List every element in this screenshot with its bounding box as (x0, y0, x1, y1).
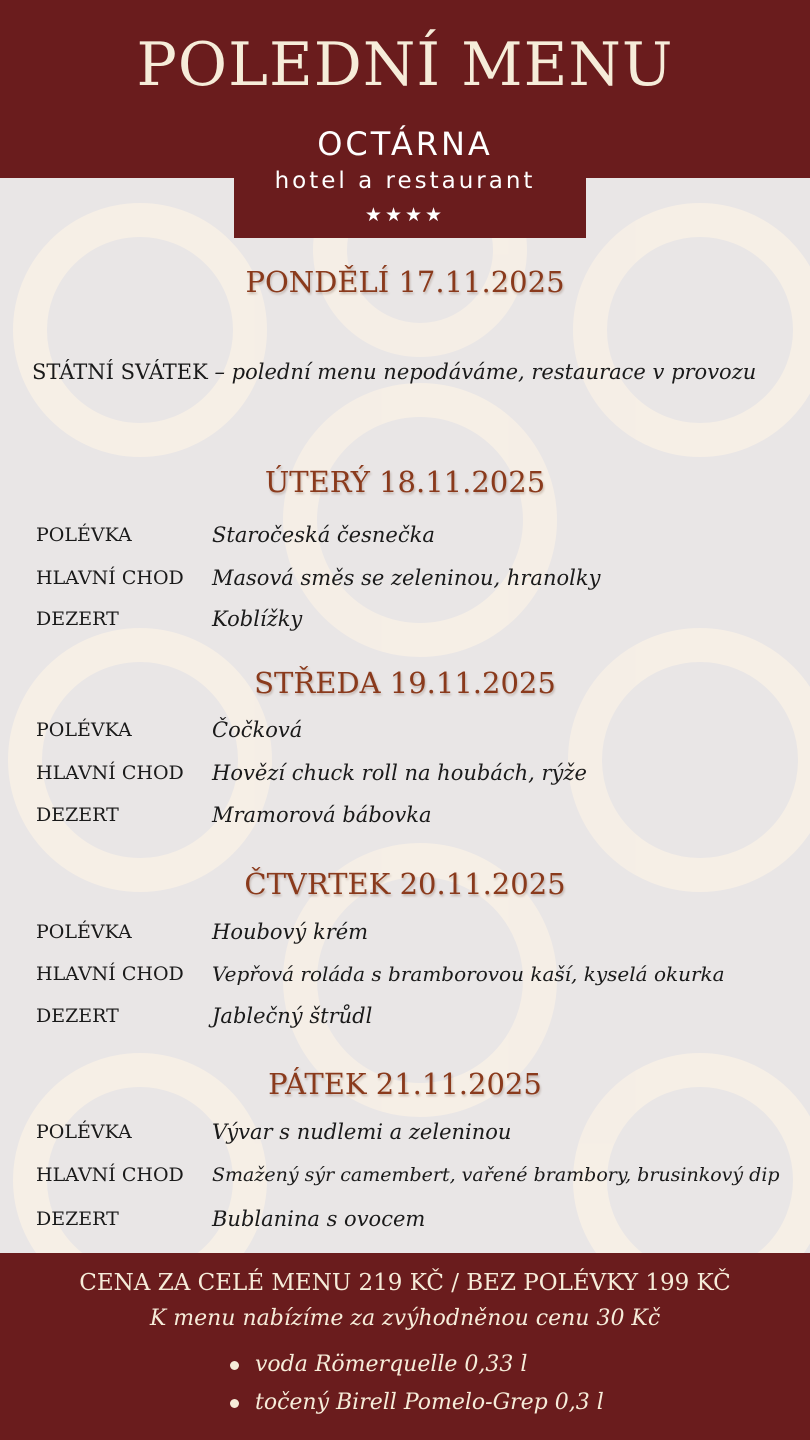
dish-name: Vepřová roláda s bramborovou kaší, kyselá okurka (212, 962, 725, 986)
day-heading-friday: PÁTEK 21.11.2025 (268, 1067, 542, 1101)
course-label: DEZERT (36, 1005, 119, 1027)
dish-name: Jablečný štrůdl (212, 1004, 373, 1028)
page-title: POLEDNÍ MENU (136, 30, 674, 100)
dish-name: Hovězí chuck roll na houbách, rýže (212, 761, 587, 785)
course-label: POLÉVKA (36, 524, 132, 546)
dish-name: Smažený sýr camembert, vařené brambory, brusinkový dip (212, 1164, 780, 1186)
menu-price: CENA ZA CELÉ MENU 219 KČ / BEZ POLÉVKY 199 KČ (79, 1270, 731, 1296)
bullet-icon (230, 1399, 239, 1408)
drink-label: voda Römerquelle 0,33 l (255, 1352, 528, 1377)
drink-item (230, 1387, 604, 1419)
course-label: POLÉVKA (36, 719, 132, 741)
course-label: HLAVNÍ CHOD (36, 567, 184, 589)
bullet-icon (230, 1361, 239, 1370)
holiday-note (32, 358, 756, 386)
course-label: DEZERT (36, 804, 119, 826)
day-heading-thursday: ČTVRTEK 20.11.2025 (244, 867, 566, 901)
course-label: DEZERT (36, 608, 119, 630)
course-label: POLÉVKA (36, 1121, 132, 1143)
course-label: POLÉVKA (36, 921, 132, 943)
dish-name: Mramorová bábovka (212, 803, 432, 827)
dish-name: Masová směs se zeleninou, hranolky (212, 566, 601, 590)
dish-name: Bublanina s ovocem (212, 1207, 426, 1231)
course-label: HLAVNÍ CHOD (36, 762, 184, 784)
day-heading-wednesday: STŘEDA 19.11.2025 (254, 666, 556, 700)
rating-stars: ★★★★ (364, 204, 446, 226)
header-band (0, 0, 810, 178)
drink-label: točený Birell Pomelo-Grep 0,3 l (255, 1390, 604, 1415)
brand-name: OCTÁRNA (317, 125, 493, 163)
day-heading-monday: PONDĚLÍ 17.11.2025 (245, 265, 565, 299)
drink-item (230, 1349, 527, 1381)
dish-name: Vývar s nudlemi a zeleninou (212, 1120, 512, 1144)
holiday-label: STÁTNÍ SVÁTEK (32, 360, 208, 384)
brand-subtitle: hotel a restaurant (274, 168, 536, 194)
course-label: HLAVNÍ CHOD (36, 1164, 184, 1186)
dish-name: Koblížky (212, 607, 303, 631)
course-label: HLAVNÍ CHOD (36, 963, 184, 985)
dish-name: Staročeská česnečka (212, 523, 435, 547)
dish-name: Houbový krém (212, 920, 369, 944)
drink-offer: K menu nabízíme za zvýhodněnou cenu 30 Kč (149, 1306, 661, 1331)
footer-band (0, 1253, 810, 1440)
dish-name: Čočková (212, 718, 303, 742)
day-heading-tuesday: ÚTERÝ 18.11.2025 (264, 465, 546, 499)
holiday-text: – polední menu nepodáváme, restaurace v provozu (207, 360, 757, 384)
course-label: DEZERT (36, 1208, 119, 1230)
